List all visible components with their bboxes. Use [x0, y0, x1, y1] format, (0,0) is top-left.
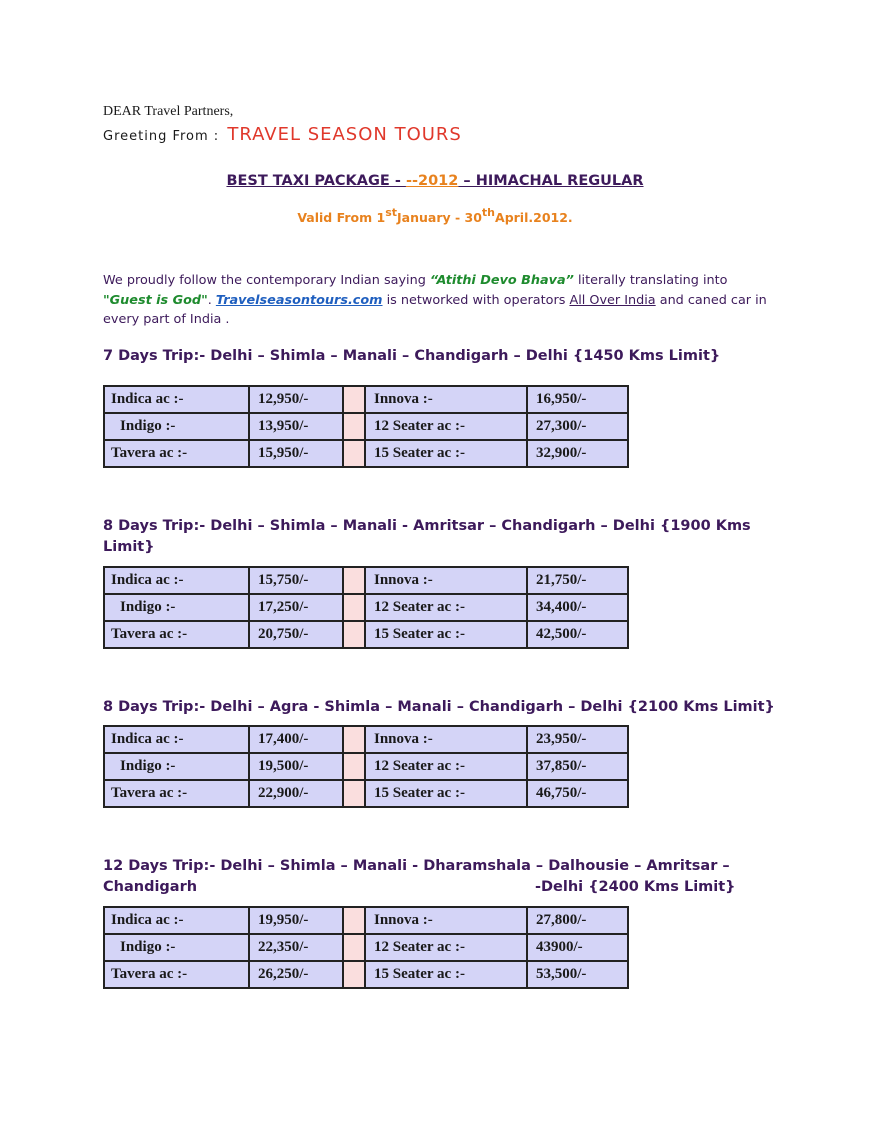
trip-heading: 7 Days Trip:- Delhi – Shimla – Manali – Chandigarh – Delhi {1450 Kms Limit} — [103, 348, 721, 364]
greeting-line — [103, 124, 462, 145]
trip-heading-part: -Delhi {2400 Kms Limit} — [535, 879, 736, 895]
validity-sup-2: th — [481, 206, 496, 219]
table-row — [104, 753, 628, 780]
car-price: 21,750/- — [527, 567, 628, 594]
column-spacer — [343, 594, 365, 621]
rate-table — [103, 725, 629, 808]
table-row — [104, 907, 628, 934]
car-price: 19,950/- — [249, 907, 343, 934]
intro-translation: "Guest is God" — [103, 292, 208, 308]
car-name: Tavera ac :- — [104, 780, 249, 807]
trip-heading: 8 Days Trip:- Delhi – Agra - Shimla – Manali – Chandigarh – Delhi {2100 Kms Limit} — [103, 699, 775, 715]
car-name: Innova :- — [365, 726, 527, 753]
car-price: 32,900/- — [527, 440, 628, 467]
validity-mid: January - 30 — [397, 210, 482, 225]
car-price: 22,900/- — [249, 780, 343, 807]
intro-text-4: is networked with operators — [382, 292, 570, 308]
car-name: Tavera ac :- — [104, 961, 249, 988]
car-price: 16,950/- — [527, 386, 628, 413]
intro-saying: “Atithi Devo Bhava” — [429, 273, 574, 288]
intro-paragraph — [103, 271, 773, 330]
column-spacer — [343, 567, 365, 594]
car-price: 43900/- — [527, 934, 628, 961]
column-spacer — [343, 934, 365, 961]
trip-heading-part: Chandigarh — [103, 879, 198, 895]
column-spacer — [343, 413, 365, 440]
car-name: 15 Seater ac :- — [365, 621, 527, 648]
car-price: 22,350/- — [249, 934, 343, 961]
trip-heading: 8 Days Trip:- Delhi – Shimla – Manali - Amritsar – Chandigarh – Delhi {1900 Kms Limit} — [103, 518, 751, 555]
package-title — [0, 173, 870, 189]
table-row — [104, 780, 628, 807]
car-price: 19,500/- — [249, 753, 343, 780]
car-price: 37,850/- — [527, 753, 628, 780]
car-price: 34,400/- — [527, 594, 628, 621]
car-name: Indica ac :- — [104, 726, 249, 753]
table-row — [104, 413, 628, 440]
greeting-label: Greeting From : — [103, 129, 220, 144]
car-name: 15 Seater ac :- — [365, 961, 527, 988]
trip-heading-line-2 — [103, 877, 803, 898]
car-name: Indica ac :- — [104, 567, 249, 594]
validity-sup-1: st — [385, 206, 397, 219]
table-row — [104, 726, 628, 753]
car-name: Tavera ac :- — [104, 621, 249, 648]
column-spacer — [343, 961, 365, 988]
table-row — [104, 594, 628, 621]
intro-text-5: and caned car in every part of India . — [103, 292, 767, 327]
car-price: 27,300/- — [527, 413, 628, 440]
car-name: Indigo :- — [104, 594, 249, 621]
car-price: 23,950/- — [527, 726, 628, 753]
car-name: Indica ac :- — [104, 386, 249, 413]
car-price: 42,500/- — [527, 621, 628, 648]
rate-table — [103, 385, 629, 468]
website-link[interactable]: Travelseasontours.com — [215, 292, 383, 308]
column-spacer — [343, 907, 365, 934]
car-name: Indica ac :- — [104, 907, 249, 934]
car-price: 46,750/- — [527, 780, 628, 807]
car-name: 12 Seater ac :- — [365, 934, 527, 961]
car-price: 15,950/- — [249, 440, 343, 467]
car-price: 13,950/- — [249, 413, 343, 440]
table-row — [104, 386, 628, 413]
car-name: 15 Seater ac :- — [365, 780, 527, 807]
rate-table — [103, 906, 629, 989]
car-price: 26,250/- — [249, 961, 343, 988]
salutation: DEAR Travel Partners, — [103, 104, 234, 119]
table-row — [104, 934, 628, 961]
column-spacer — [343, 726, 365, 753]
car-name: 12 Seater ac :- — [365, 594, 527, 621]
car-name: 15 Seater ac :- — [365, 440, 527, 467]
car-name: Indigo :- — [104, 934, 249, 961]
column-spacer — [343, 780, 365, 807]
intro-text-2: literally translating into — [573, 273, 728, 288]
car-name: Indigo :- — [104, 753, 249, 780]
car-name: Innova :- — [365, 386, 527, 413]
validity-line — [0, 206, 870, 225]
car-name: 12 Seater ac :- — [365, 753, 527, 780]
car-name: 12 Seater ac :- — [365, 413, 527, 440]
validity-prefix: Valid From 1 — [297, 210, 386, 225]
intro-text-3: . — [207, 292, 216, 308]
car-name: Indigo :- — [104, 413, 249, 440]
column-spacer — [343, 386, 365, 413]
car-name: Innova :- — [365, 907, 527, 934]
column-spacer — [343, 621, 365, 648]
car-price: 53,500/- — [527, 961, 628, 988]
column-spacer — [343, 753, 365, 780]
company-name: TRAVEL SEASON TOURS — [227, 124, 462, 145]
car-price: 15,750/- — [249, 567, 343, 594]
title-prefix: BEST TAXI PACKAGE - — [226, 173, 406, 189]
column-spacer — [343, 440, 365, 467]
table-row — [104, 621, 628, 648]
car-price: 20,750/- — [249, 621, 343, 648]
rate-table — [103, 566, 629, 649]
car-price: 27,800/- — [527, 907, 628, 934]
table-row — [104, 961, 628, 988]
title-suffix: – HIMACHAL REGULAR — [458, 173, 644, 189]
car-name: Tavera ac :- — [104, 440, 249, 467]
intro-reach: All Over India — [569, 292, 656, 308]
car-price: 12,950/- — [249, 386, 343, 413]
table-row — [104, 440, 628, 467]
intro-text-1: We proudly follow the contemporary Indian saying — [103, 273, 430, 288]
validity-end: April.2012. — [495, 210, 573, 225]
trip-heading-line-1: 12 Days Trip:- Delhi – Shimla – Manali - Dharamshala – Dalhousie – Amritsar – — [103, 858, 730, 874]
table-row — [104, 567, 628, 594]
car-name: Innova :- — [365, 567, 527, 594]
car-price: 17,250/- — [249, 594, 343, 621]
trip-heading — [103, 856, 803, 898]
title-year: --2012 — [405, 173, 459, 189]
car-price: 17,400/- — [249, 726, 343, 753]
